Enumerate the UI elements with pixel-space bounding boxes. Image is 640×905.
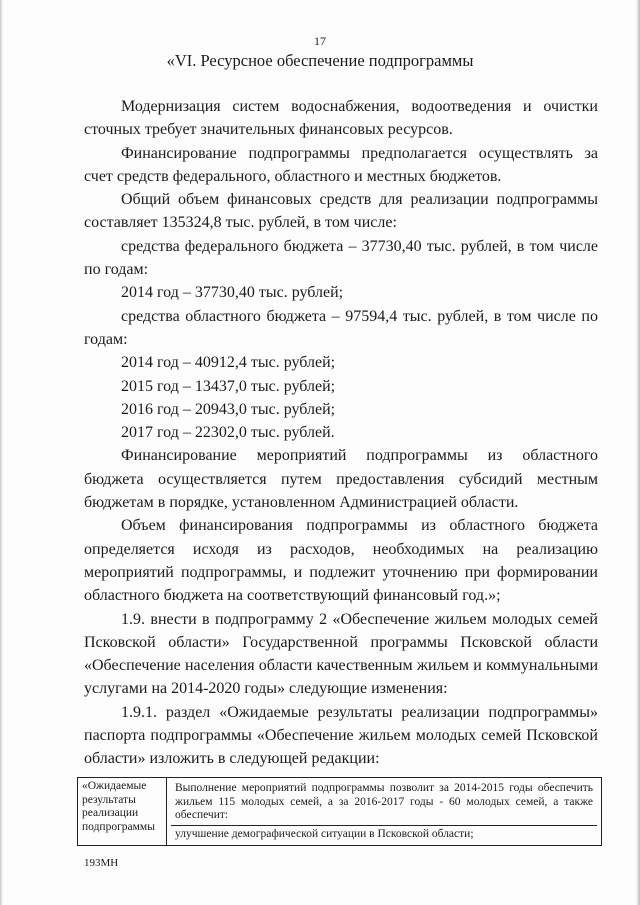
paragraph-regional-budget: средства областного бюджета – 97594,4 тыс. рублей, в том числе по годам:	[84, 307, 598, 348]
table-row	[78, 778, 602, 846]
paragraph-section-replace: 1.9.1. раздел «Ожидаемые результаты реализации подпрограммы» паспорта подпрограммы «Обеспечение жильем молодых семей Псковской области» изложить в следующей редакции:	[84, 703, 598, 768]
body-text	[84, 95, 598, 771]
section-title: «VI. Ресурсное обеспечение подпрограммы	[166, 51, 474, 70]
regional-2016-line: 2016 год – 20943,0 тыс. рублей;	[121, 400, 336, 418]
paragraph-amend-subprogram: 1.9. внести в подпрограмму 2 «Обеспечение жильем молодых семей Псковской области» Государственной программы Псковской области «Обеспечение населения области качественным жильем и коммунальными услугами на 2014-2020 годы» следующие изменения:	[84, 610, 598, 698]
paragraph-financing-sources: Финансирование подпрограммы предполагается осуществлять за счет средств федерального, областного и местных бюджетов.	[84, 144, 598, 185]
table-result-text: Выполнение мероприятий подпрограммы позволит за 2014-2015 годы обеспечить жильем 115 молодых семей, а за 2016-2017 годы - 60 молодых семей, а также обеспечит:	[175, 782, 593, 822]
paragraph-financing-volume: Объем финансирования подпрограммы из областного бюджета определяется исходя из расходов, необходимых на реализацию мероприятий подпрограммы, и подлежит уточнению при формировании областного бюджета на соответствующий финансовый год.»;	[84, 517, 598, 605]
regional-2014-line: 2014 год – 40912,4 тыс. рублей;	[121, 354, 336, 372]
footer-code: 193МН	[84, 857, 119, 869]
regional-2017-line: 2017 год – 22302,0 тыс. рублей.	[121, 424, 335, 442]
paragraph-modernization: Модернизация систем водоснабжения, водоотведения и очистки сточных требует значительных финансовых ресурсов.	[84, 98, 598, 139]
table-demography-text: улучшение демографической ситуации в Псковской области;	[171, 825, 597, 844]
federal-2014-line: 2014 год – 37730,40 тыс. рублей;	[121, 284, 344, 302]
table-label-cell: «Ожидаемые результаты реализации подпрограммы	[78, 778, 167, 846]
paragraph-total-volume: Общий объем финансовых средств для реализации подпрограммы составляет 135324,8 тыс. рублей, в том числе:	[84, 191, 598, 232]
results-table	[77, 777, 602, 846]
regional-2015-line: 2015 год – 13437,0 тыс. рублей;	[121, 377, 336, 395]
page-number: 17	[314, 34, 326, 48]
paragraph-subsidies: Финансирование мероприятий подпрограммы из областного бюджета осуществляется путем предоставления субсидий местным бюджетам в порядке, установленном Администрацией области.	[84, 447, 598, 512]
table-content-cell	[167, 778, 602, 846]
scan-edge-left	[0, 0, 3, 905]
paragraph-federal-budget: средства федерального бюджета – 37730,40 тыс. рублей, в том числе по годам:	[84, 237, 598, 279]
scan-edge-right	[636, 0, 640, 905]
